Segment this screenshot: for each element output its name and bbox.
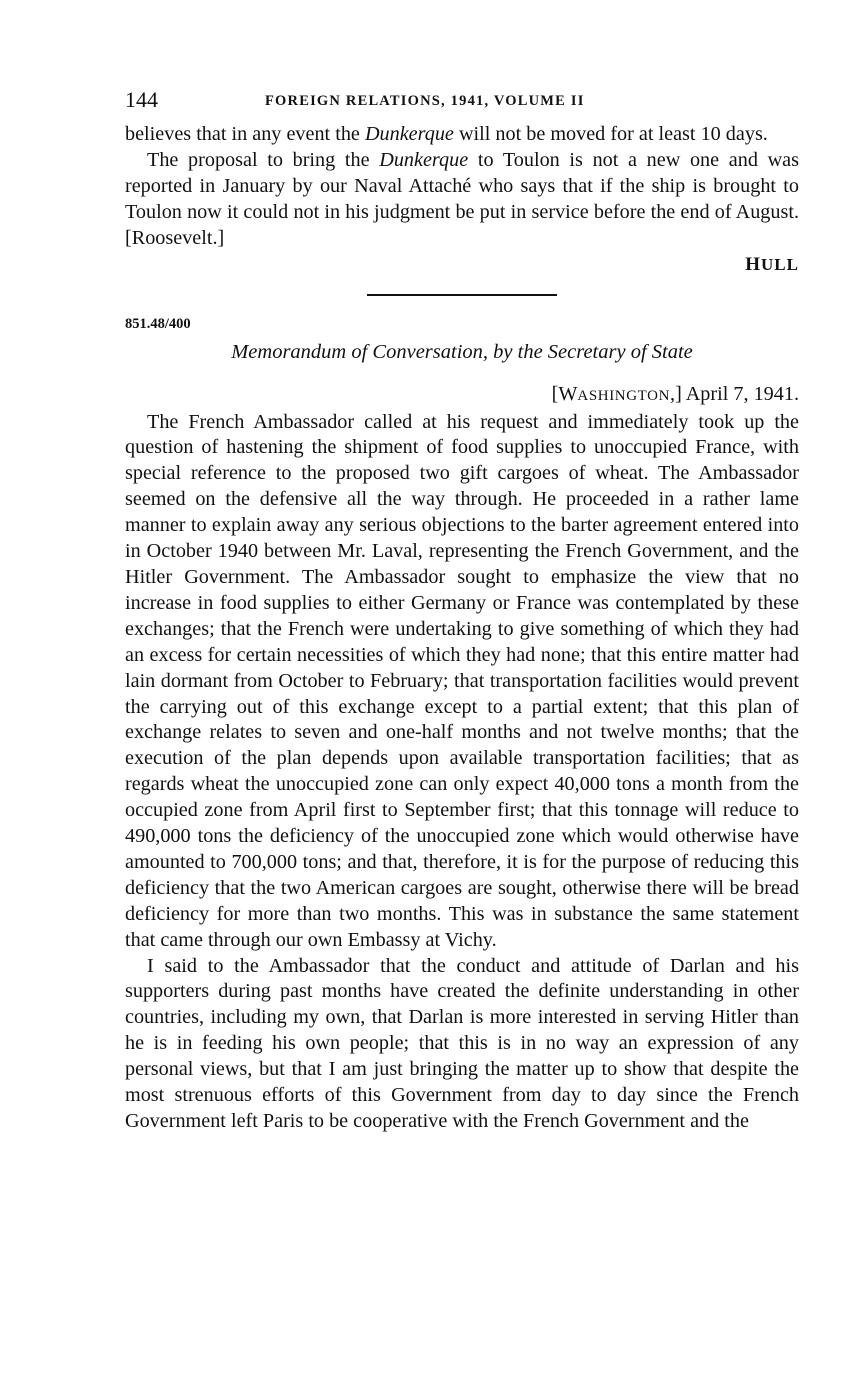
- body-paragraph: I said to the Ambassador that the conduct and attitude of Darlan and his supporters during past months have created the definite understanding in other countries, including my own, that Darlan is more interested in serving Hitler than he is in feeding his own people; that this is in no way an expression of any personal views, but that I am just bringing the matter up to show that despite the most strenuous efforts of this Government from day to day since the French Government left Paris to be cooperative with the French Government and the: [125, 954, 799, 1132]
- running-head: FOREIGN RELATIONS, 1941, VOLUME II: [265, 93, 585, 109]
- previous-document-paragraph: The proposal to bring the Dunkerque to Toulon is not a new one and was reported in January by our Naval Attaché who says that if the ship is brought to Toulon now it could not in his judgment be put in service before the end of August. [Roosevelt.]: [125, 148, 799, 249]
- page-number: 144: [125, 87, 158, 112]
- page-header: [125, 86, 799, 116]
- ship-name: Dunkerque: [364, 123, 454, 145]
- dateline: [WASHINGTON,] April 7, 1941.: [551, 382, 799, 405]
- file-number: 851.48/400: [125, 315, 191, 332]
- previous-document-paragraph: believes that in any event the Dunkerque will not be moved for at least 10 days.: [125, 123, 768, 145]
- body-paragraph: The French Ambassador called at his request and immediately took up the question of hastening the shipment of food supplies to unoccupied France, with special reference to the proposed two gift cargoes of wheat. The Ambassador seemed on the defensive all the way through. He proceeded in a rather lame manner to explain away any serious objections to the barter agreement entered into in October 1940 between Mr. Laval, representing the French Government, and the Hitler Government. The Ambassador sought to emphasize the view that no increase in food supplies to either Germany or France was contemplated by these exchanges; that the French were undertaking to give something of which they had an excess for certain necessities of which they had none; that this entire matter had lain dormant from October to February; that transportation facilities would prevent the carrying out of this exchange except to a partial extent; that this plan of exchange relates to seven and one-half months and not twelve months; that the execution of the plan depends upon available transportation facilities; that as regards wheat the unoccupied zone can only expect 40,000 tons a month from the occupied zone from April first to September first; that this tonnage will reduce to 490,000 tons the deficiency of the unoccupied zone which would otherwise have amounted to 700,000 tons; and that, therefore, it is for the purpose of reducing this deficiency that the two American cargoes are sought, otherwise there will be bread deficiency for more than two months. This was in substance the same statement that came through our own Embassy at Vichy.: [125, 410, 799, 951]
- ship-name: Dunkerque: [379, 148, 469, 171]
- section-divider: [367, 294, 557, 296]
- signature: HULL: [745, 253, 799, 275]
- document-title: Memorandum of Conversation, by the Secretary of State: [231, 340, 693, 363]
- document-page: [125, 86, 799, 1135]
